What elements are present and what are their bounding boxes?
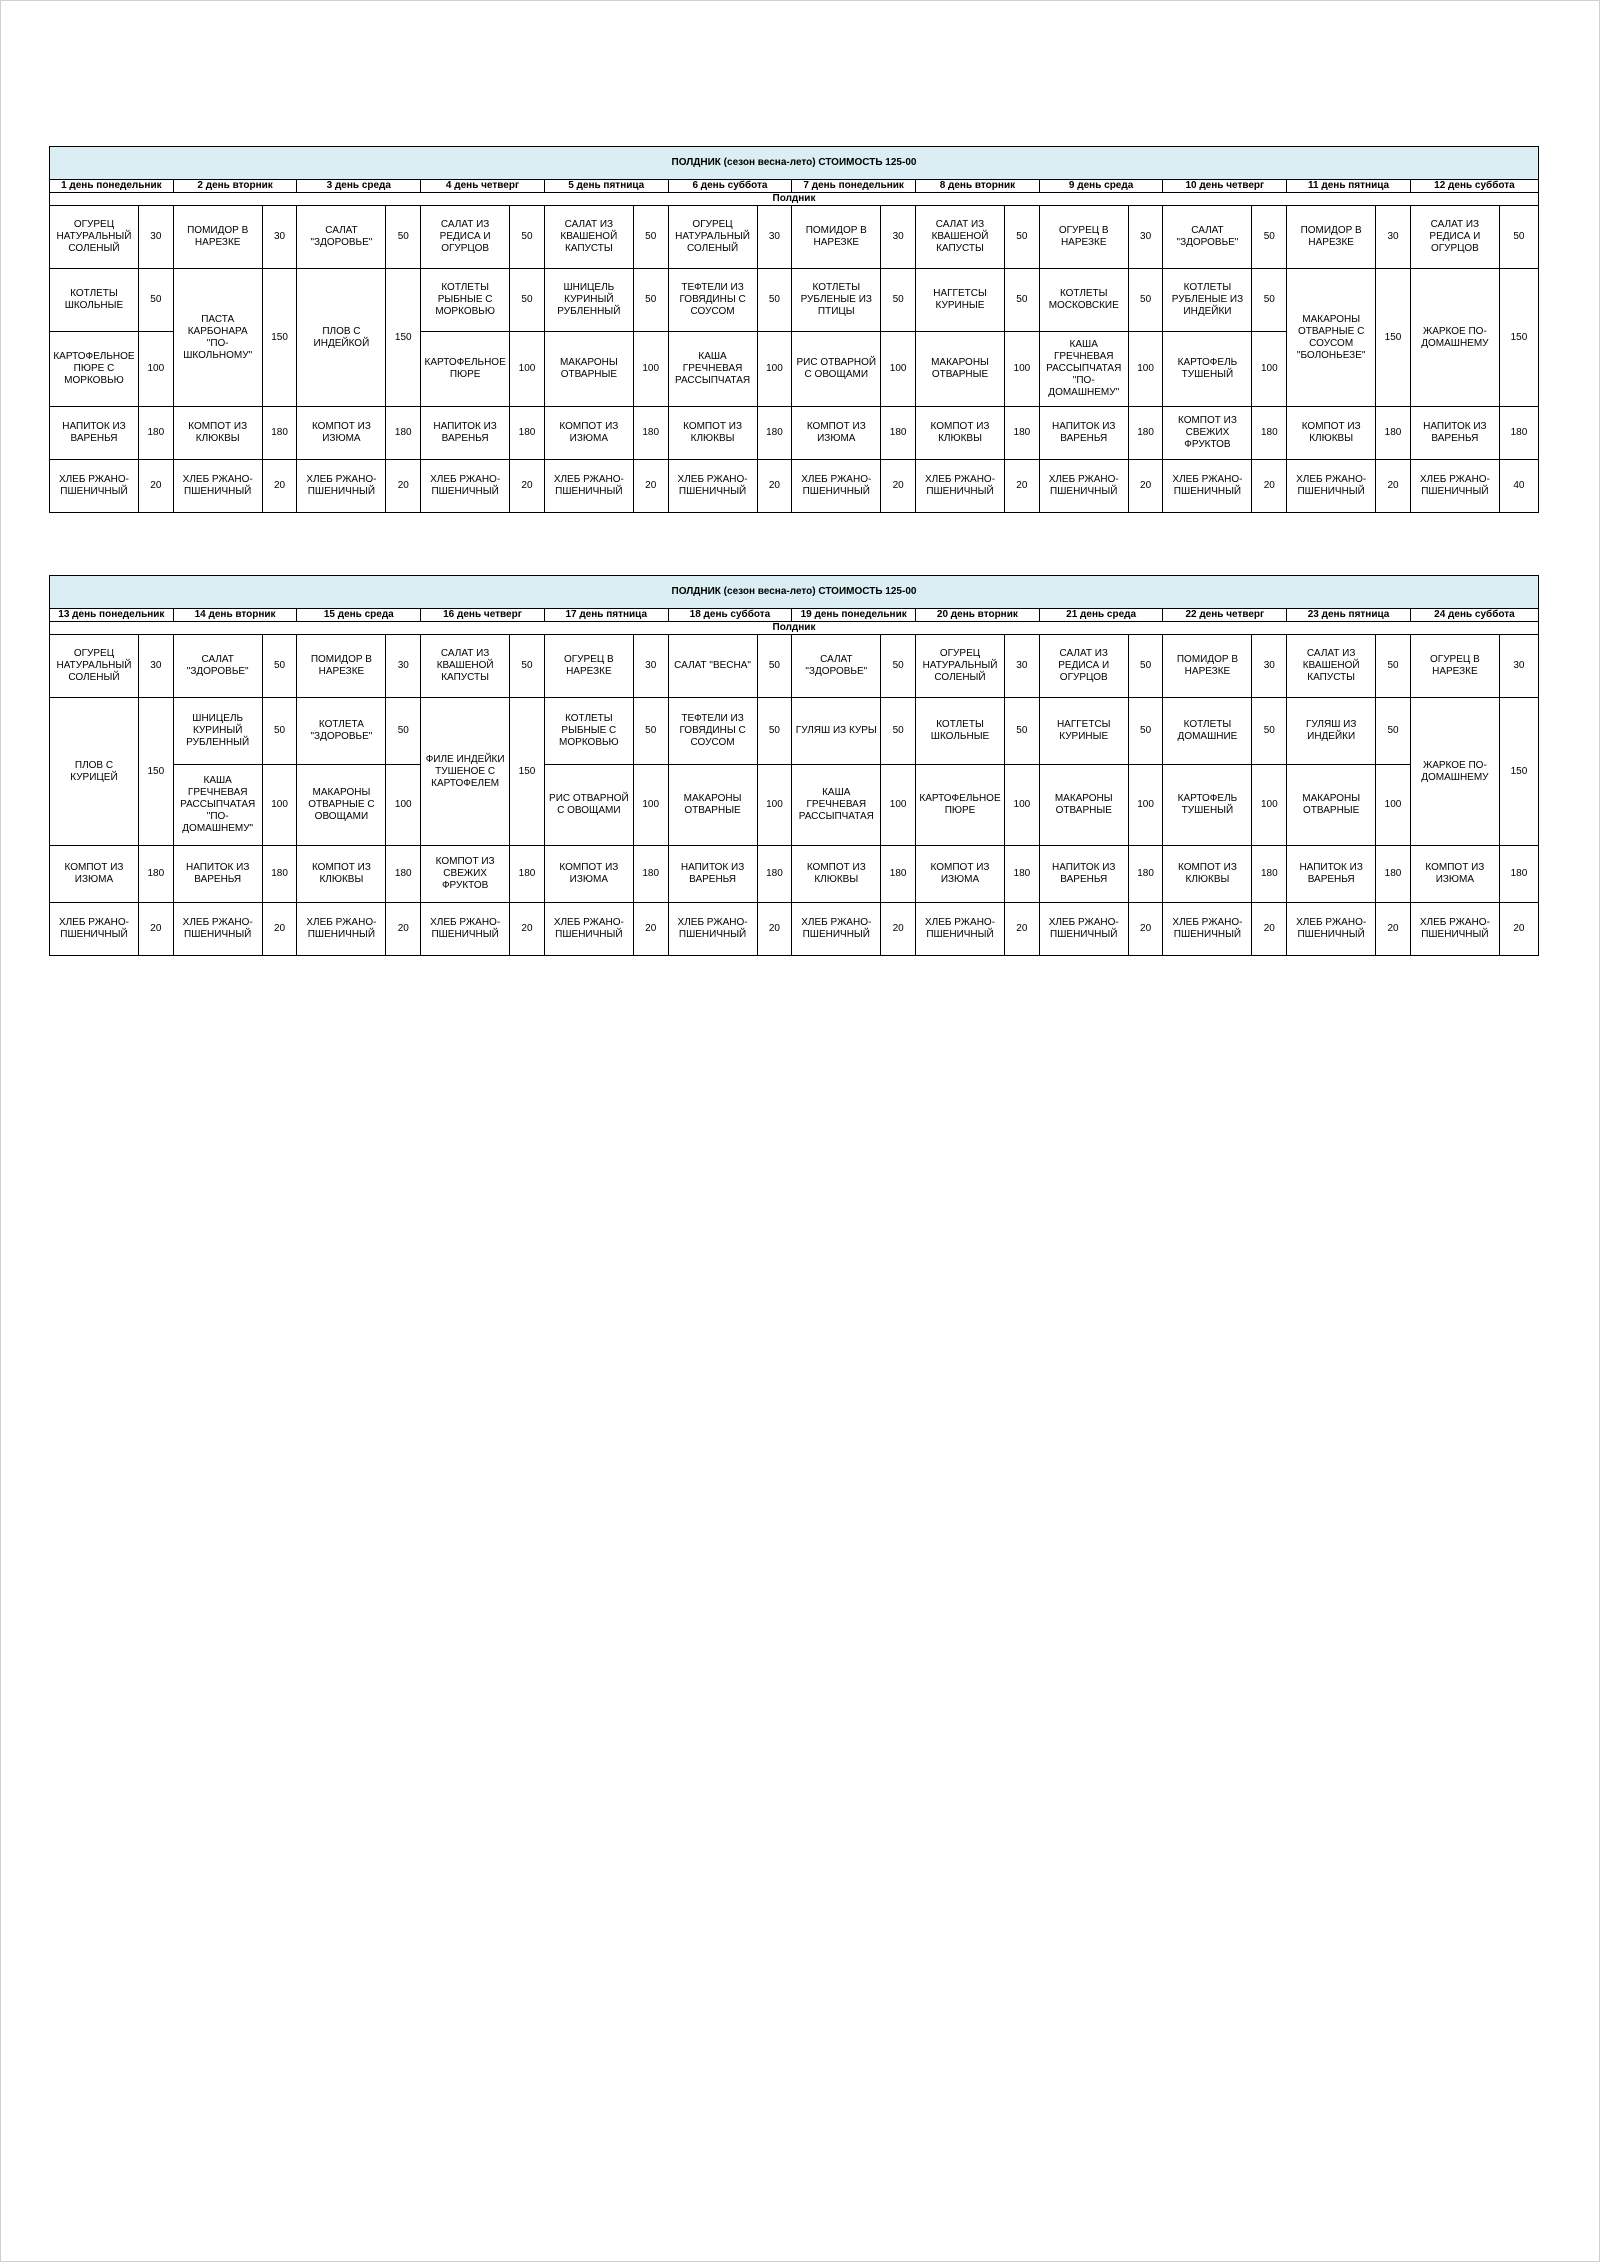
dish-weight: 180 (633, 407, 668, 460)
dish-name: ОГУРЕЦ НАТУРАЛЬНЫЙ СОЛЕНЫЙ (668, 206, 757, 269)
dish-weight: 30 (881, 206, 916, 269)
dish-name: НАПИТОК ИЗ ВАРЕНЬЯ (668, 846, 757, 903)
dish-weight: 180 (1376, 846, 1411, 903)
dish-weight: 100 (633, 765, 668, 846)
dish-name: ТЕФТЕЛИ ИЗ ГОВЯДИНЫ С СОУСОМ (668, 269, 757, 332)
menu-table-1 (49, 146, 1539, 513)
day-header: 10 день четверг (1163, 180, 1287, 193)
dish-weight: 40 (1499, 460, 1538, 513)
dish-weight: 150 (1499, 269, 1538, 407)
dish-name: КОМПОТ ИЗ СВЕЖИХ ФРУКТОВ (1163, 407, 1252, 460)
dish-name: САЛАТ "ЗДОРОВЬЕ" (173, 635, 262, 698)
dish-name: КОМПОТ ИЗ КЛЮКВЫ (916, 407, 1005, 460)
day-header: 7 день понедельник (792, 180, 916, 193)
dish-name: МАКАРОНЫ ОТВАРНЫЕ (1287, 765, 1376, 846)
dish-weight: 100 (881, 765, 916, 846)
dish-name: ПЛОВ С ИНДЕЙКОЙ (297, 269, 386, 407)
dish-weight: 20 (262, 460, 297, 513)
day-header: 11 день пятница (1287, 180, 1411, 193)
day-header: 24 день суббота (1410, 609, 1538, 622)
dish-weight: 50 (1252, 698, 1287, 765)
dish-weight: 20 (1128, 903, 1163, 956)
dish-name: ХЛЕБ РЖАНО-ПШЕНИЧНЫЙ (916, 903, 1005, 956)
dish-weight: 50 (510, 206, 545, 269)
dish-weight: 180 (757, 846, 792, 903)
dish-name: САЛАТ ИЗ РЕДИСА И ОГУРЦОВ (1410, 206, 1499, 269)
dish-weight: 150 (510, 698, 545, 846)
dish-weight: 20 (386, 903, 421, 956)
dish-weight: 30 (1252, 635, 1287, 698)
menu-title: ПОЛДНИК (сезон весна-лето) СТОИМОСТЬ 125-00 (50, 147, 1539, 180)
dish-name: НАГГЕТСЫ КУРИНЫЕ (1039, 698, 1128, 765)
dish-name: НАПИТОК ИЗ ВАРЕНЬЯ (1287, 846, 1376, 903)
dish-name: ЖАРКОЕ ПО-ДОМАШНЕМУ (1410, 698, 1499, 846)
dish-weight: 180 (881, 846, 916, 903)
dish-name: МАКАРОНЫ ОТВАРНЫЕ С СОУСОМ "БОЛОНЬЕЗЕ" (1287, 269, 1376, 407)
dish-weight: 100 (1128, 765, 1163, 846)
dish-weight: 50 (633, 206, 668, 269)
dish-name: КОТЛЕТЫ ДОМАШНИЕ (1163, 698, 1252, 765)
dish-name: ОГУРЕЦ В НАРЕЗКЕ (1039, 206, 1128, 269)
dish-weight: 180 (262, 407, 297, 460)
dish-weight: 180 (881, 407, 916, 460)
dish-weight: 20 (1376, 460, 1411, 513)
meal-label: Полдник (50, 193, 1539, 206)
dish-name: КОТЛЕТЫ РЫБНЫЕ С МОРКОВЬЮ (421, 269, 510, 332)
dish-name: САЛАТ ИЗ КВАШЕНОЙ КАПУСТЫ (421, 635, 510, 698)
day-header: 14 день вторник (173, 609, 297, 622)
dish-name: КОТЛЕТЫ РУБЛЕНЫЕ ИЗ ПТИЦЫ (792, 269, 881, 332)
dish-weight: 50 (1499, 206, 1538, 269)
dish-name: ХЛЕБ РЖАНО-ПШЕНИЧНЫЙ (792, 903, 881, 956)
dish-name: РИС ОТВАРНОЙ С ОВОЩАМИ (544, 765, 633, 846)
dish-weight: 20 (1499, 903, 1538, 956)
dish-weight: 50 (138, 269, 173, 332)
dish-weight: 150 (1499, 698, 1538, 846)
menu-block-1 (49, 146, 1539, 513)
dish-name: ХЛЕБ РЖАНО-ПШЕНИЧНЫЙ (1039, 903, 1128, 956)
dish-name: ОГУРЕЦ НАТУРАЛЬНЫЙ СОЛЕНЫЙ (916, 635, 1005, 698)
dish-name: ХЛЕБ РЖАНО-ПШЕНИЧНЫЙ (668, 903, 757, 956)
dish-name: САЛАТ ИЗ КВАШЕНОЙ КАПУСТЫ (544, 206, 633, 269)
dish-weight: 180 (262, 846, 297, 903)
dish-name: НАПИТОК ИЗ ВАРЕНЬЯ (421, 407, 510, 460)
dish-name: КОМПОТ ИЗ СВЕЖИХ ФРУКТОВ (421, 846, 510, 903)
dish-weight: 100 (386, 765, 421, 846)
dish-name: ШНИЦЕЛЬ КУРИНЫЙ РУБЛЕННЫЙ (544, 269, 633, 332)
dish-name: ТЕФТЕЛИ ИЗ ГОВЯДИНЫ С СОУСОМ (668, 698, 757, 765)
dish-weight: 20 (386, 460, 421, 513)
dish-weight: 100 (510, 332, 545, 407)
dish-weight: 50 (1004, 206, 1039, 269)
dish-name: КОМПОТ ИЗ КЛЮКВЫ (173, 407, 262, 460)
day-header: 6 день суббота (668, 180, 792, 193)
dish-name: КОМПОТ ИЗ ИЗЮМА (916, 846, 1005, 903)
dish-weight: 20 (1128, 460, 1163, 513)
dish-weight: 180 (1004, 846, 1039, 903)
dish-name: ОГУРЕЦ НАТУРАЛЬНЫЙ СОЛЕНЫЙ (50, 206, 139, 269)
dish-weight: 20 (1376, 903, 1411, 956)
dish-weight: 30 (633, 635, 668, 698)
dish-weight: 180 (510, 407, 545, 460)
dish-weight: 50 (757, 635, 792, 698)
menu-title: ПОЛДНИК (сезон весна-лето) СТОИМОСТЬ 125-00 (50, 576, 1539, 609)
dish-name: КОТЛЕТЫ РУБЛЕНЫЕ ИЗ ИНДЕЙКИ (1163, 269, 1252, 332)
dish-name: КОМПОТ ИЗ КЛЮКВЫ (297, 846, 386, 903)
dish-weight: 50 (1376, 635, 1411, 698)
dish-name: ХЛЕБ РЖАНО-ПШЕНИЧНЫЙ (297, 460, 386, 513)
dish-weight: 30 (1499, 635, 1538, 698)
dish-weight: 50 (1128, 698, 1163, 765)
dish-name: НАПИТОК ИЗ ВАРЕНЬЯ (173, 846, 262, 903)
dish-name: ХЛЕБ РЖАНО-ПШЕНИЧНЫЙ (1163, 903, 1252, 956)
dish-weight: 100 (1252, 332, 1287, 407)
day-header: 16 день четверг (421, 609, 545, 622)
dish-name: ХЛЕБ РЖАНО-ПШЕНИЧНЫЙ (544, 903, 633, 956)
dish-name: КОМПОТ ИЗ КЛЮКВЫ (792, 846, 881, 903)
dish-weight: 100 (881, 332, 916, 407)
dish-name: ГУЛЯШ ИЗ КУРЫ (792, 698, 881, 765)
dish-weight: 180 (1004, 407, 1039, 460)
day-header: 22 день четверг (1163, 609, 1287, 622)
dish-name: КАША ГРЕЧНЕВАЯ РАССЫПЧАТАЯ "ПО-ДОМАШНЕМУ" (173, 765, 262, 846)
dish-name: ОГУРЕЦ НАТУРАЛЬНЫЙ СОЛЕНЫЙ (50, 635, 139, 698)
dish-name: КАРТОФЕЛЬНОЕ ПЮРЕ (421, 332, 510, 407)
dish-weight: 20 (138, 460, 173, 513)
dish-name: ХЛЕБ РЖАНО-ПШЕНИЧНЫЙ (792, 460, 881, 513)
dish-name: ОГУРЕЦ В НАРЕЗКЕ (544, 635, 633, 698)
dish-name: ПОМИДОР В НАРЕЗКЕ (1287, 206, 1376, 269)
dish-name: ПАСТА КАРБОНАРА "ПО-ШКОЛЬНОМУ" (173, 269, 262, 407)
dish-name: ХЛЕБ РЖАНО-ПШЕНИЧНЫЙ (421, 460, 510, 513)
dish-weight: 50 (262, 698, 297, 765)
dish-name: ХЛЕБ РЖАНО-ПШЕНИЧНЫЙ (1163, 460, 1252, 513)
dish-weight: 50 (1004, 698, 1039, 765)
dish-name: ЖАРКОЕ ПО-ДОМАШНЕМУ (1410, 269, 1499, 407)
dish-weight: 50 (757, 269, 792, 332)
dish-weight: 20 (757, 903, 792, 956)
dish-name: ПОМИДОР В НАРЕЗКЕ (297, 635, 386, 698)
dish-weight: 50 (881, 269, 916, 332)
dish-name: КАРТОФЕЛЬ ТУШЕНЫЙ (1163, 765, 1252, 846)
dish-weight: 100 (1004, 332, 1039, 407)
dish-weight: 180 (1128, 407, 1163, 460)
dish-weight: 30 (1376, 206, 1411, 269)
dish-name: НАПИТОК ИЗ ВАРЕНЬЯ (1410, 407, 1499, 460)
dish-name: РИС ОТВАРНОЙ С ОВОЩАМИ (792, 332, 881, 407)
dish-name: САЛАТ "ЗДОРОВЬЕ" (297, 206, 386, 269)
dish-weight: 50 (386, 698, 421, 765)
dish-name: КОТЛЕТЫ ШКОЛЬНЫЕ (916, 698, 1005, 765)
dish-name: ХЛЕБ РЖАНО-ПШЕНИЧНЫЙ (544, 460, 633, 513)
dish-weight: 50 (1128, 635, 1163, 698)
day-header: 15 день среда (297, 609, 421, 622)
dish-name: НАПИТОК ИЗ ВАРЕНЬЯ (50, 407, 139, 460)
dish-weight: 20 (881, 460, 916, 513)
dish-name: НАГГЕТСЫ КУРИНЫЕ (916, 269, 1005, 332)
dish-weight: 50 (386, 206, 421, 269)
dish-name: КОТЛЕТЫ РЫБНЫЕ С МОРКОВЬЮ (544, 698, 633, 765)
dish-name: ХЛЕБ РЖАНО-ПШЕНИЧНЫЙ (668, 460, 757, 513)
dish-name: ПОМИДОР В НАРЕЗКЕ (173, 206, 262, 269)
dish-weight: 180 (1499, 407, 1538, 460)
dish-weight: 180 (138, 407, 173, 460)
day-header: 18 день суббота (668, 609, 792, 622)
dish-name: КАША ГРЕЧНЕВАЯ РАССЫПЧАТАЯ (668, 332, 757, 407)
dish-weight: 100 (1376, 765, 1411, 846)
dish-weight: 20 (1252, 460, 1287, 513)
dish-weight: 30 (386, 635, 421, 698)
dish-name: ХЛЕБ РЖАНО-ПШЕНИЧНЫЙ (1410, 460, 1499, 513)
dish-weight: 30 (1004, 635, 1039, 698)
dish-name: ПЛОВ С КУРИЦЕЙ (50, 698, 139, 846)
dish-weight: 30 (138, 635, 173, 698)
dish-name: САЛАТ ИЗ КВАШЕНОЙ КАПУСТЫ (1287, 635, 1376, 698)
dish-weight: 180 (633, 846, 668, 903)
dish-weight: 20 (881, 903, 916, 956)
dish-weight: 180 (1499, 846, 1538, 903)
dish-name: ХЛЕБ РЖАНО-ПШЕНИЧНЫЙ (1410, 903, 1499, 956)
dish-name: САЛАТ ИЗ РЕДИСА И ОГУРЦОВ (1039, 635, 1128, 698)
dish-weight: 100 (262, 765, 297, 846)
dish-name: ХЛЕБ РЖАНО-ПШЕНИЧНЫЙ (173, 460, 262, 513)
day-header: 20 день вторник (916, 609, 1040, 622)
dish-weight: 50 (1376, 698, 1411, 765)
dish-name: КОМПОТ ИЗ ИЗЮМА (297, 407, 386, 460)
dish-weight: 30 (1128, 206, 1163, 269)
day-header: 4 день четверг (421, 180, 545, 193)
dish-weight: 100 (138, 332, 173, 407)
dish-name: ХЛЕБ РЖАНО-ПШЕНИЧНЫЙ (421, 903, 510, 956)
day-header: 8 день вторник (916, 180, 1040, 193)
dish-weight: 20 (138, 903, 173, 956)
dish-weight: 180 (386, 846, 421, 903)
dish-weight: 100 (757, 332, 792, 407)
dish-name: МАКАРОНЫ ОТВАРНЫЕ (544, 332, 633, 407)
dish-name: МАКАРОНЫ ОТВАРНЫЕ С ОВОЩАМИ (297, 765, 386, 846)
dish-name: НАПИТОК ИЗ ВАРЕНЬЯ (1039, 846, 1128, 903)
dish-weight: 180 (1252, 846, 1287, 903)
dish-name: НАПИТОК ИЗ ВАРЕНЬЯ (1039, 407, 1128, 460)
dish-weight: 180 (386, 407, 421, 460)
menu-table-2 (49, 575, 1539, 956)
dish-name: ХЛЕБ РЖАНО-ПШЕНИЧНЫЙ (50, 460, 139, 513)
dish-weight: 20 (1004, 460, 1039, 513)
day-header: 2 день вторник (173, 180, 297, 193)
dish-weight: 50 (510, 635, 545, 698)
meal-label: Полдник (50, 622, 1539, 635)
dish-weight: 180 (1252, 407, 1287, 460)
dish-name: КАРТОФЕЛЬНОЕ ПЮРЕ (916, 765, 1005, 846)
dish-name: ХЛЕБ РЖАНО-ПШЕНИЧНЫЙ (1287, 460, 1376, 513)
dish-weight: 100 (1004, 765, 1039, 846)
dish-name: ШНИЦЕЛЬ КУРИНЫЙ РУБЛЕННЫЙ (173, 698, 262, 765)
dish-name: КОТЛЕТЫ МОСКОВСКИЕ (1039, 269, 1128, 332)
day-header: 17 день пятница (544, 609, 668, 622)
dish-weight: 180 (1376, 407, 1411, 460)
dish-name: КАША ГРЕЧНЕВАЯ РАССЫПЧАТАЯ "ПО-ДОМАШНЕМУ" (1039, 332, 1128, 407)
dish-name: САЛАТ "ЗДОРОВЬЕ" (1163, 206, 1252, 269)
dish-name: КОТЛЕТА "ЗДОРОВЬЕ" (297, 698, 386, 765)
dish-weight: 180 (510, 846, 545, 903)
dish-name: САЛАТ ИЗ РЕДИСА И ОГУРЦОВ (421, 206, 510, 269)
day-header: 12 день суббота (1410, 180, 1538, 193)
dish-weight: 20 (510, 460, 545, 513)
dish-name: САЛАТ "ЗДОРОВЬЕ" (792, 635, 881, 698)
dish-name: КОМПОТ ИЗ КЛЮКВЫ (1287, 407, 1376, 460)
dish-name: МАКАРОНЫ ОТВАРНЫЕ (916, 332, 1005, 407)
day-header: 13 день понедельник (50, 609, 174, 622)
dish-weight: 100 (1128, 332, 1163, 407)
dish-name: КОМПОТ ИЗ ИЗЮМА (792, 407, 881, 460)
day-header: 23 день пятница (1287, 609, 1411, 622)
dish-name: ХЛЕБ РЖАНО-ПШЕНИЧНЫЙ (50, 903, 139, 956)
dish-name: КОМПОТ ИЗ ИЗЮМА (544, 407, 633, 460)
dish-weight: 50 (1128, 269, 1163, 332)
menu-block-2 (49, 575, 1539, 956)
dish-weight: 100 (1252, 765, 1287, 846)
dish-weight: 180 (1128, 846, 1163, 903)
day-header: 5 день пятница (544, 180, 668, 193)
dish-weight: 30 (138, 206, 173, 269)
dish-name: КОТЛЕТЫ ШКОЛЬНЫЕ (50, 269, 139, 332)
dish-weight: 180 (757, 407, 792, 460)
dish-name: ОГУРЕЦ В НАРЕЗКЕ (1410, 635, 1499, 698)
dish-weight: 50 (633, 698, 668, 765)
dish-weight: 50 (262, 635, 297, 698)
dish-name: КОМПОТ ИЗ ИЗЮМА (544, 846, 633, 903)
dish-weight: 50 (510, 269, 545, 332)
dish-name: САЛАТ ИЗ КВАШЕНОЙ КАПУСТЫ (916, 206, 1005, 269)
dish-name: ХЛЕБ РЖАНО-ПШЕНИЧНЫЙ (916, 460, 1005, 513)
dish-weight: 150 (1376, 269, 1411, 407)
dish-name: ХЛЕБ РЖАНО-ПШЕНИЧНЫЙ (1287, 903, 1376, 956)
dish-name: КОМПОТ ИЗ КЛЮКВЫ (668, 407, 757, 460)
dish-weight: 50 (881, 698, 916, 765)
dish-weight: 30 (757, 206, 792, 269)
dish-weight: 100 (633, 332, 668, 407)
dish-name: ХЛЕБ РЖАНО-ПШЕНИЧНЫЙ (173, 903, 262, 956)
dish-name: ХЛЕБ РЖАНО-ПШЕНИЧНЫЙ (297, 903, 386, 956)
day-header: 19 день понедельник (792, 609, 916, 622)
dish-weight: 20 (262, 903, 297, 956)
dish-name: КАРТОФЕЛЬ ТУШЕНЫЙ (1163, 332, 1252, 407)
dish-name: ХЛЕБ РЖАНО-ПШЕНИЧНЫЙ (1039, 460, 1128, 513)
dish-weight: 20 (633, 460, 668, 513)
dish-weight: 150 (262, 269, 297, 407)
dish-weight: 20 (1004, 903, 1039, 956)
dish-name: ФИЛЕ ИНДЕЙКИ ТУШЕНОЕ С КАРТОФЕЛЕМ (421, 698, 510, 846)
dish-weight: 30 (262, 206, 297, 269)
dish-name: ПОМИДОР В НАРЕЗКЕ (1163, 635, 1252, 698)
dish-weight: 50 (757, 698, 792, 765)
dish-weight: 50 (1004, 269, 1039, 332)
dish-weight: 50 (881, 635, 916, 698)
dish-weight: 20 (510, 903, 545, 956)
dish-weight: 180 (138, 846, 173, 903)
dish-weight: 50 (1252, 269, 1287, 332)
dish-weight: 100 (757, 765, 792, 846)
dish-name: КОМПОТ ИЗ КЛЮКВЫ (1163, 846, 1252, 903)
dish-name: КОМПОТ ИЗ ИЗЮМА (50, 846, 139, 903)
dish-weight: 150 (386, 269, 421, 407)
dish-name: ПОМИДОР В НАРЕЗКЕ (792, 206, 881, 269)
day-header: 1 день понедельник (50, 180, 174, 193)
dish-weight: 20 (757, 460, 792, 513)
dish-name: САЛАТ "ВЕСНА" (668, 635, 757, 698)
dish-name: КАША ГРЕЧНЕВАЯ РАССЫПЧАТАЯ (792, 765, 881, 846)
dish-weight: 50 (633, 269, 668, 332)
dish-weight: 20 (633, 903, 668, 956)
dish-name: МАКАРОНЫ ОТВАРНЫЕ (1039, 765, 1128, 846)
dish-name: ГУЛЯШ ИЗ ИНДЕЙКИ (1287, 698, 1376, 765)
day-header: 9 день среда (1039, 180, 1163, 193)
dish-name: КОМПОТ ИЗ ИЗЮМА (1410, 846, 1499, 903)
dish-weight: 150 (138, 698, 173, 846)
dish-weight: 50 (1252, 206, 1287, 269)
dish-name: МАКАРОНЫ ОТВАРНЫЕ (668, 765, 757, 846)
day-header: 21 день среда (1039, 609, 1163, 622)
dish-name: КАРТОФЕЛЬНОЕ ПЮРЕ С МОРКОВЬЮ (50, 332, 139, 407)
dish-weight: 20 (1252, 903, 1287, 956)
day-header: 3 день среда (297, 180, 421, 193)
